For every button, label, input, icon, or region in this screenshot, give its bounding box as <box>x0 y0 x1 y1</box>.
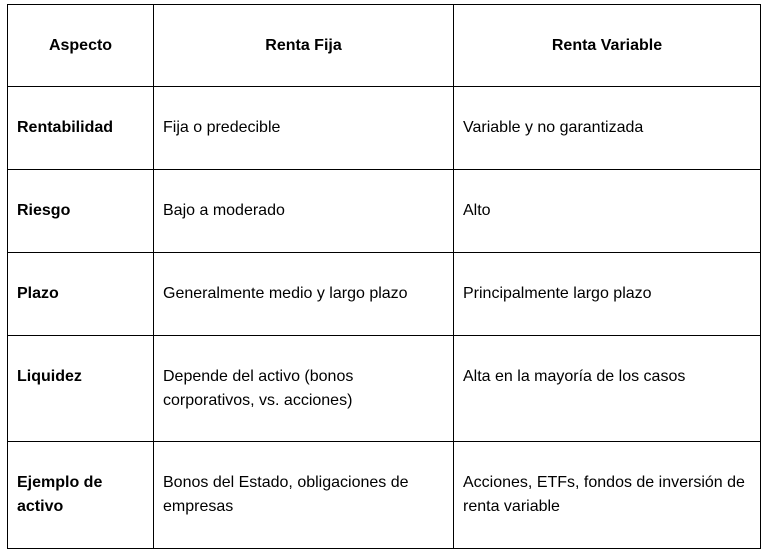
cell-renta-fija: Fija o predecible <box>154 87 454 170</box>
header-row <box>8 5 761 87</box>
cell-aspecto: Ejemplo de activo <box>8 442 154 549</box>
cell-renta-variable: Alto <box>454 170 761 253</box>
cell-renta-variable: Alta en la mayoría de los casos <box>454 336 761 442</box>
cell-aspecto: Rentabilidad <box>8 87 154 170</box>
table-row <box>8 336 761 442</box>
table-row <box>8 87 761 170</box>
cell-aspecto: Liquidez <box>8 336 154 442</box>
comparison-table <box>7 4 761 549</box>
cell-renta-variable: Principalmente largo plazo <box>454 253 761 336</box>
cell-renta-variable: Variable y no garantizada <box>454 87 761 170</box>
table-row <box>8 442 761 549</box>
cell-aspecto: Riesgo <box>8 170 154 253</box>
header-aspecto: Aspecto <box>8 5 154 87</box>
table-row <box>8 170 761 253</box>
cell-renta-fija: Bonos del Estado, obligaciones de empresas <box>154 442 454 549</box>
cell-aspecto: Plazo <box>8 253 154 336</box>
header-renta-variable: Renta Variable <box>454 5 761 87</box>
cell-renta-fija: Depende del activo (bonos corporativos, vs. acciones) <box>154 336 454 442</box>
cell-renta-fija: Bajo a moderado <box>154 170 454 253</box>
cell-renta-fija: Generalmente medio y largo plazo <box>154 253 454 336</box>
header-renta-fija: Renta Fija <box>154 5 454 87</box>
cell-renta-variable: Acciones, ETFs, fondos de inversión de renta variable <box>454 442 761 549</box>
table-row <box>8 253 761 336</box>
